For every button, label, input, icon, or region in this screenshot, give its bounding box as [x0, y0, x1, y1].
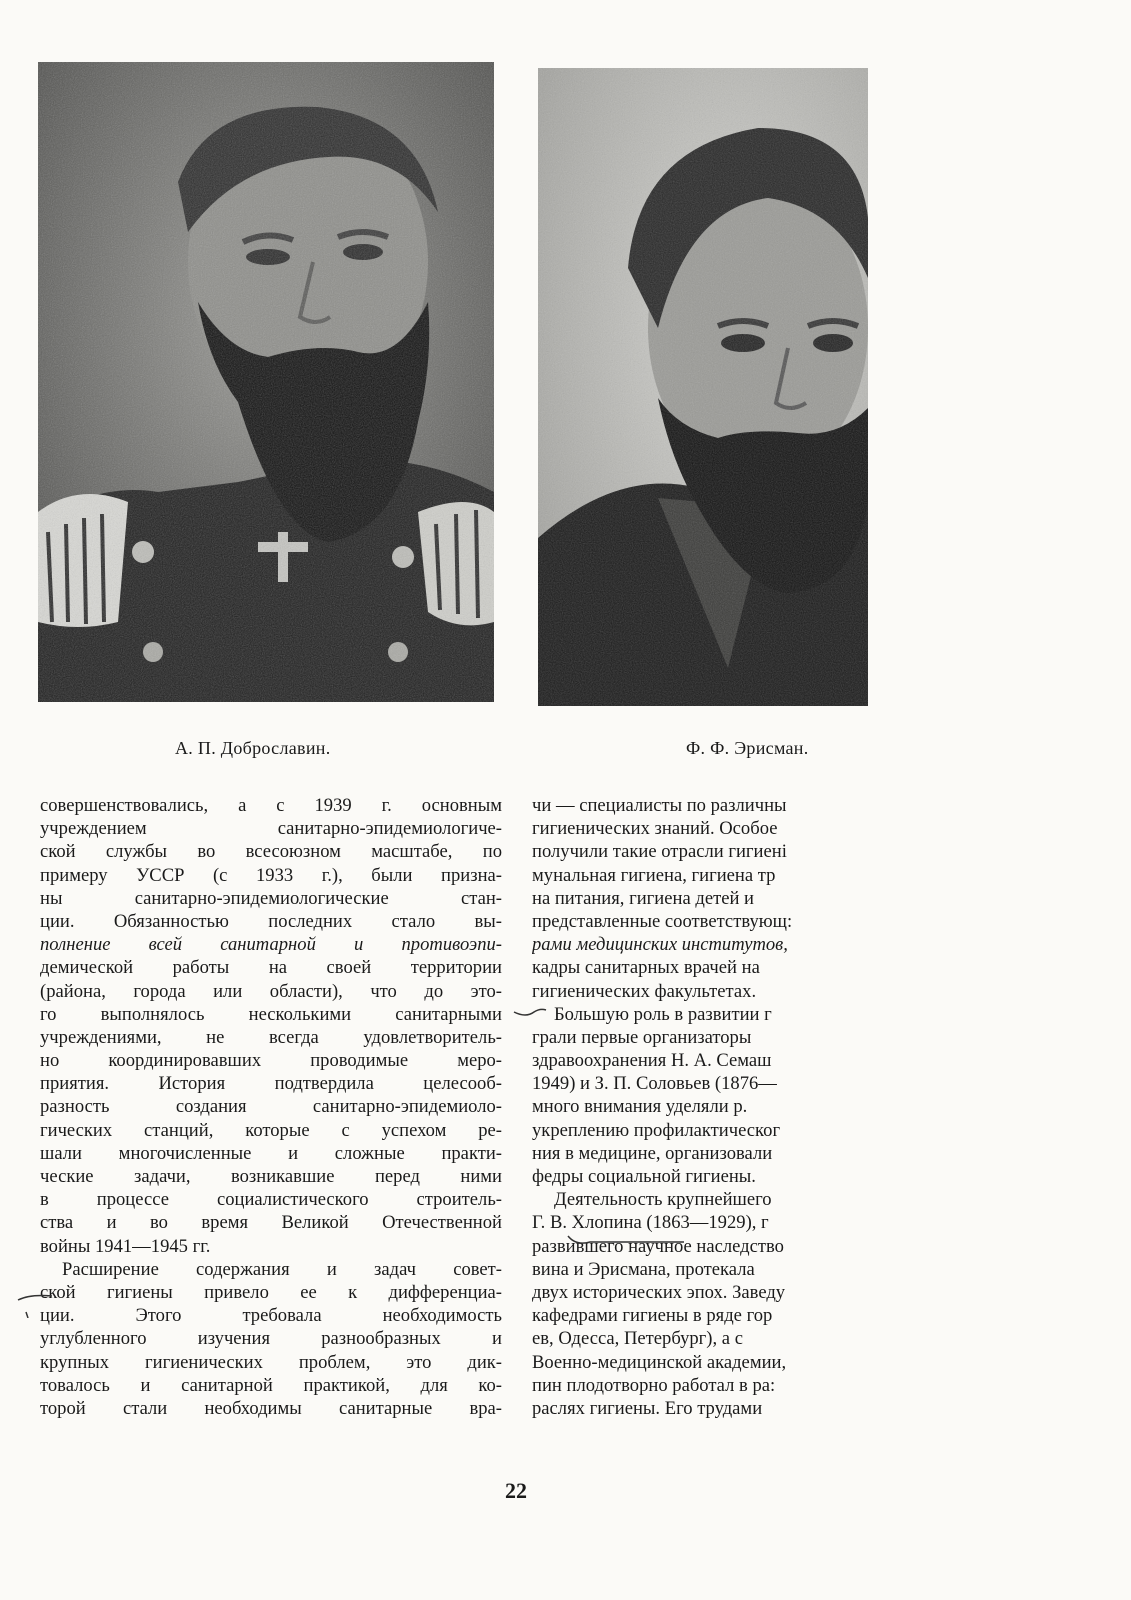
text-line: Деятельность крупнейшего	[554, 1189, 772, 1211]
pencil-mark	[566, 1232, 686, 1248]
text-line: Г. В. Хлопина (1863—1929), г	[532, 1212, 769, 1234]
text-line: войны 1941—1945 гг.	[40, 1235, 211, 1257]
text-line: в процессе социалистического строитель-	[40, 1189, 502, 1211]
text-line: совершенствовались, а с 1939 г. основным	[40, 795, 502, 816]
text-line: но координировавших проводимые меро-	[40, 1050, 502, 1072]
text-line: го выполнялось несколькими санитарными	[40, 1003, 502, 1025]
text-line: пин плодотворно работал в ра:	[532, 1374, 776, 1396]
photo-caption-left: А. П. Доброславин.	[175, 738, 331, 758]
text-line: представленные соответствующ:	[532, 910, 793, 932]
text-line: учреждениями, не всегда удовлетворитель-	[40, 1026, 502, 1048]
text-line: учреждением санитарно-эпидемиологиче-	[40, 818, 502, 840]
portrait-image	[38, 62, 494, 702]
text-line: полнение всей санитарной и противоэпи-	[40, 934, 502, 956]
text-line: укреплению профилактическог	[532, 1119, 781, 1141]
text-line: ния в медицине, организовали	[532, 1142, 773, 1164]
text-line: федры социальной гигиены.	[532, 1166, 756, 1187]
text-line: кадры санитарных врачей на	[532, 957, 760, 979]
text-line: товалось и санитарной практикой, для ко-	[40, 1374, 502, 1396]
text-line: углубленного изучения разнообразных и	[40, 1328, 502, 1350]
text-line: 1949) и З. П. Соловьев (1876—	[532, 1073, 777, 1095]
text-line: примеру УССР (с 1933 г.), были призна-	[40, 864, 502, 886]
text-line: ции. Этого требовала необходимость	[40, 1305, 502, 1327]
text-line: гигиенических знаний. Особое	[532, 818, 778, 840]
text-line: раслях гигиены. Его трудами	[532, 1397, 763, 1419]
text-line: двух исторических эпох. Заведу	[532, 1281, 786, 1303]
pencil-mark	[16, 1278, 56, 1318]
text-line: мунальная гигиена, гигиена тр	[532, 864, 776, 886]
text-line: получили такие отрасли гигиені	[532, 841, 787, 863]
text-line: Военно-медицинской академии,	[532, 1351, 787, 1373]
text-column-left	[40, 794, 502, 1420]
text-line: крупных гигиенических проблем, это дик-	[40, 1351, 502, 1373]
text-line: ев, Одесса, Петербург), а с	[532, 1328, 743, 1350]
text-line: шали многочисленные и сложные практи-	[40, 1142, 502, 1164]
portrait-photo-dobroslavin	[38, 62, 494, 702]
pencil-mark	[512, 1006, 548, 1020]
text-line: грали первые организаторы	[532, 1026, 752, 1048]
photo-caption-right: Ф. Ф. Эрисман.	[686, 738, 809, 758]
page-number: 22	[505, 1478, 527, 1503]
text-line: приятия. История подтвердила целесооб-	[40, 1073, 502, 1095]
text-line: (района, города или области), что до это-	[40, 980, 502, 1002]
text-line: ской гигиены привело ее к дифференциа-	[40, 1281, 502, 1303]
text-column-right	[532, 794, 868, 1420]
text-line: ны санитарно-эпидемиологические стан-	[40, 887, 502, 909]
text-line: разность создания санитарно-эпидемиоло-	[40, 1096, 502, 1118]
text-line: вина и Эрисмана, протекала	[532, 1258, 755, 1280]
text-line: демической работы на своей территории	[40, 957, 502, 979]
text-line: ции. Обязанностью последних стало вы-	[40, 910, 502, 932]
text-line: кафедрами гигиены в ряде гор	[532, 1305, 773, 1327]
text-line: ской службы во всесоюзном масштабе, по	[40, 841, 502, 863]
portrait-image	[538, 68, 868, 706]
text-line: чи — специалисты по различны	[532, 795, 787, 816]
text-line: много внимания уделяли р.	[532, 1096, 748, 1118]
text-line: Большую роль в развитии г	[554, 1003, 772, 1025]
text-line: здравоохранения Н. А. Семаш	[532, 1050, 772, 1072]
text-line: на питания, гигиена детей и	[532, 887, 755, 909]
text-line: ческие задачи, возникавшие перед ними	[40, 1166, 502, 1187]
text-line: гигиенических факультетах.	[532, 980, 757, 1002]
text-line: рами медицинских институтов,	[532, 934, 788, 956]
text-line: гических станций, которые с успехом ре-	[40, 1119, 502, 1141]
portrait-photo-erisman	[538, 68, 868, 706]
text-line: ства и во время Великой Отечественной	[40, 1212, 502, 1234]
text-line: Расширение содержания и задач совет-	[62, 1258, 502, 1280]
text-line: развившего научное наследство	[532, 1235, 784, 1257]
text-line: торой стали необходимы санитарные вра-	[40, 1397, 502, 1419]
